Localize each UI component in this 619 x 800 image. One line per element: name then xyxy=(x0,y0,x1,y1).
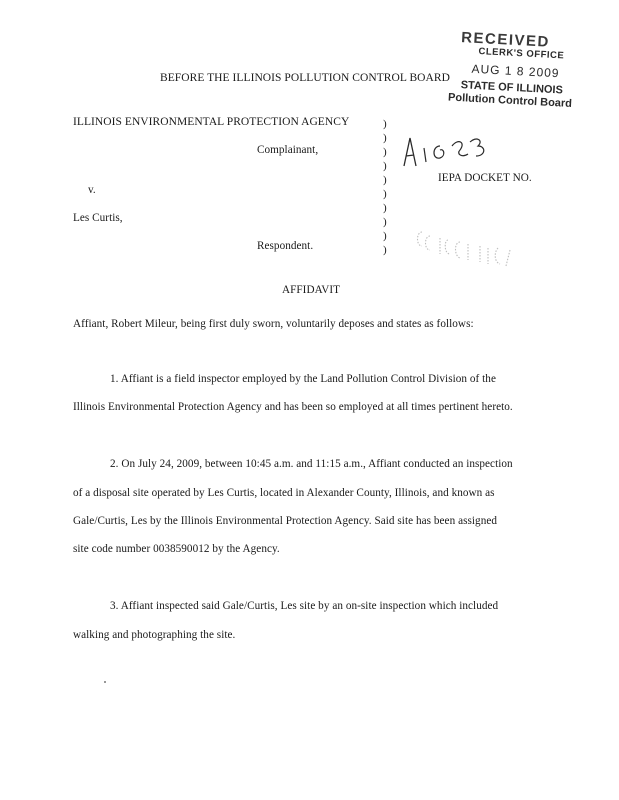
handwritten-docket-mark xyxy=(396,128,496,178)
paragraph-2-line-4: site code number 0038590012 by the Agency. xyxy=(73,543,280,555)
docket-label: IEPA DOCKET NO. xyxy=(438,172,532,184)
respondent-role: Respondent. xyxy=(257,240,314,252)
scan-speck xyxy=(104,681,106,683)
paragraph-3-line-1: 3. Affiant inspected said Gale/Curtis, Les site by an on-site inspection which included xyxy=(110,600,499,612)
paragraph-2-line-1: 2. On July 24, 2009, between 10:45 a.m. and 11:15 a.m., Affiant conducted an inspection xyxy=(110,458,513,470)
stamp-received: RECEIVED xyxy=(460,29,551,51)
caption-parentheses: ) ) ) ) ) ) ) ) ) ) xyxy=(383,118,387,256)
affidavit-title: AFFIDAVIT xyxy=(282,284,341,296)
versus-label: v. xyxy=(88,184,96,196)
stamp-state: STATE OF ILLINOIS xyxy=(460,79,564,97)
paragraph-3-line-2: walking and photographing the site. xyxy=(73,629,236,641)
paragraph-1-line-1: 1. Affiant is a field inspector employed by the Land Pollution Control Division of the xyxy=(110,373,496,385)
board-title: BEFORE THE ILLINOIS POLLUTION CONTROL BOARD xyxy=(160,72,450,84)
stamp-board: Pollution Control Board xyxy=(447,91,573,111)
intro-paragraph: Affiant, Robert Mileur, being first duly sworn, voluntarily deposes and states as follows: xyxy=(73,318,474,330)
paragraph-1-line-2: Illinois Environmental Protection Agency and has been so employed at all times pertinent hereto. xyxy=(73,401,513,413)
complainant-name: ILLINOIS ENVIRONMENTAL PROTECTION AGENCY xyxy=(73,116,350,128)
received-stamp xyxy=(435,22,615,131)
stamp-clerk-office: CLERK'S OFFICE xyxy=(478,46,565,62)
paragraph-2-line-2: of a disposal site operated by Les Curtis, located in Alexander County, Illinois, and known as xyxy=(73,487,495,499)
respondent-name: Les Curtis, xyxy=(73,212,123,224)
complainant-role: Complainant, xyxy=(257,144,319,156)
faint-stamped-number xyxy=(414,218,520,270)
paragraph-2-line-3: Gale/Curtis, Les by the Illinois Environmental Protection Agency. Said site has been assigned xyxy=(73,515,497,527)
stamp-date: AUG 1 8 2009 xyxy=(471,61,560,81)
